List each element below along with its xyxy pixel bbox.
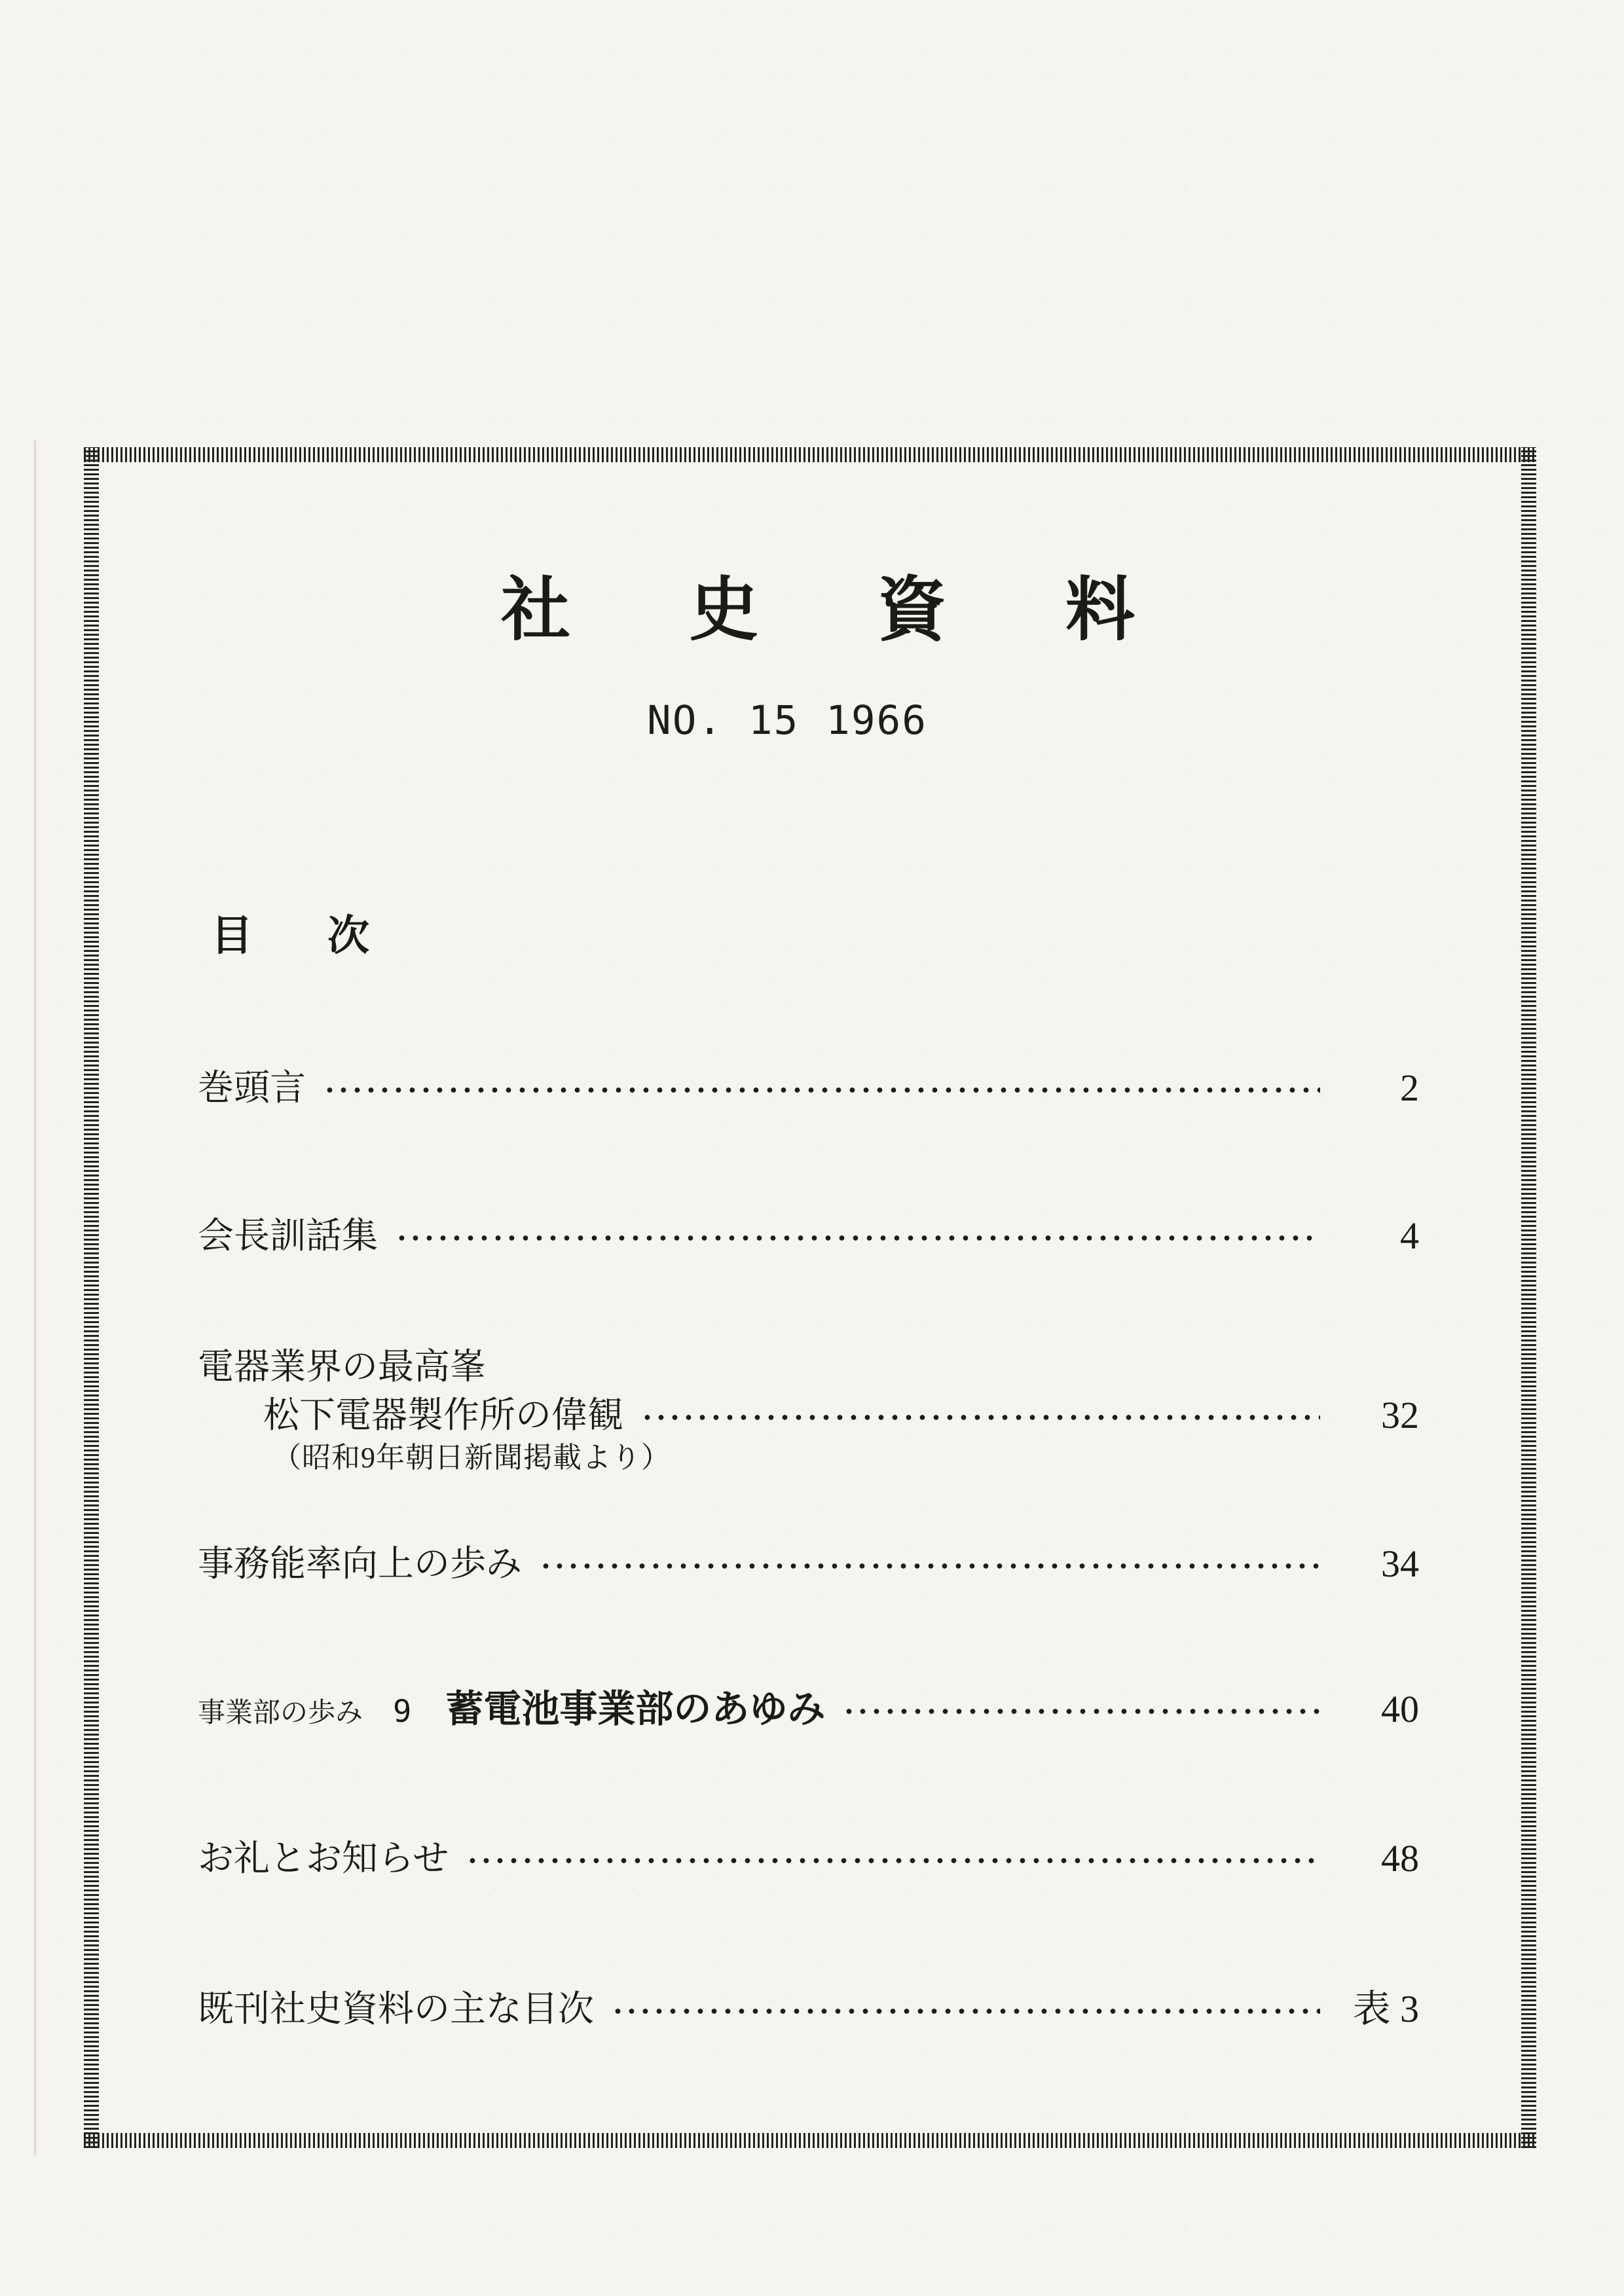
dot-leader [394,1235,1320,1241]
border-ticks-top [84,447,1536,462]
toc-heading-char: 目 [211,913,253,959]
toc-entry [198,1838,1419,1879]
dot-leader [322,1087,1320,1093]
page-number: 表 3 [1352,1987,1419,2030]
toc-entry [198,1988,1419,2030]
dot-leader [639,1414,1320,1421]
toc-entry-source-note: （昭和9年朝日新聞掲載より） [272,1441,671,1474]
issue-year: 1966 [826,697,927,744]
toc-entry-label: 会長訓話集 [198,1216,378,1256]
toc-heading [211,915,369,957]
issue-number: NO. 15 [647,697,800,744]
title-char: 史 [689,572,759,649]
page-number: 2 [1400,1066,1419,1109]
toc-entry [198,1346,1419,1474]
toc-entry-label: 事務能率向上の歩み [198,1544,523,1584]
title-char: 資 [877,572,947,649]
dot-leader [610,2008,1320,2014]
series-number: 9 [393,1694,412,1730]
toc-entry-label: お礼とお知らせ [198,1838,449,1878]
border-ticks-right [1521,447,1536,2148]
toc-entry-label: 巻頭言 [198,1068,306,1108]
page-number: 48 [1381,1836,1419,1880]
scan-edge-shadow [34,440,36,2155]
page-number: 32 [1381,1393,1419,1436]
toc-entry-label-line1: 電器業界の最高峯 [198,1347,487,1387]
toc-entry [198,1543,1419,1584]
page-number: 40 [1381,1688,1419,1730]
dot-leader [841,1708,1320,1715]
toc-entry [198,1067,1419,1108]
toc-entry [198,1688,1419,1732]
dot-leader [538,1563,1320,1569]
issue-line [647,697,927,744]
toc-entry-label-line2: 松下電器製作所の偉観 [263,1395,624,1436]
document-title [501,572,1135,649]
page-number: 34 [1381,1542,1419,1585]
toc-entry [198,1215,1419,1256]
page-number: 4 [1400,1214,1419,1257]
series-prefix-label: 事業部の歩み [198,1698,363,1728]
title-char: 料 [1065,572,1135,649]
toc-entry-label: 既刊社史資料の主な目次 [198,1989,595,2029]
border-ticks-bottom [84,2133,1536,2148]
toc-entry-label: 蓄電池事業部のあゆみ [445,1688,826,1730]
toc-heading-char: 次 [327,913,369,959]
border-ticks-left [84,447,99,2148]
dot-leader [464,1857,1320,1864]
title-char: 社 [501,572,570,649]
